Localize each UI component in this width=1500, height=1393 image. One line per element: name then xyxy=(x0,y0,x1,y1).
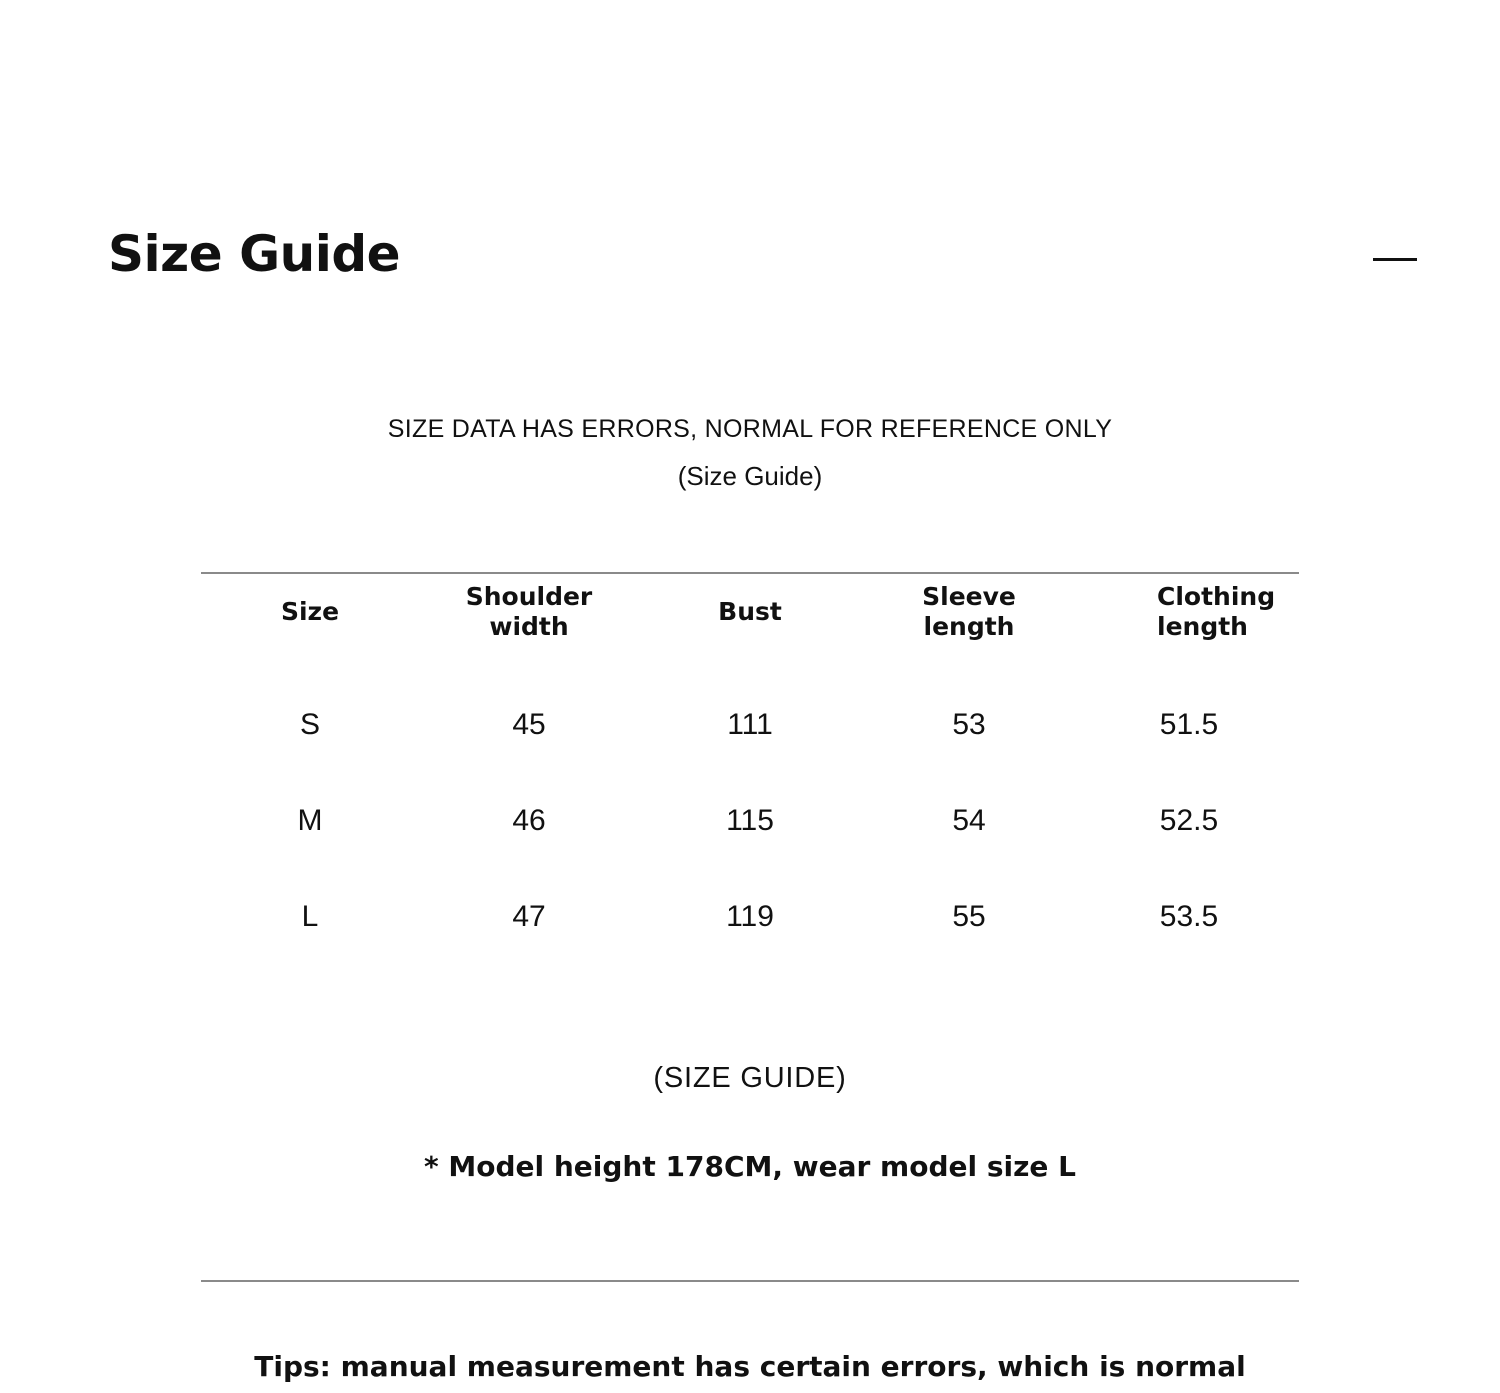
column-header-clothing-length: Clothing length xyxy=(1157,582,1276,641)
column-header-size: Size xyxy=(280,597,340,626)
cell-bust: 115 xyxy=(726,804,774,837)
cell-clothing-length: 53.5 xyxy=(1159,900,1219,933)
cell-bust: 119 xyxy=(726,900,774,933)
cell-sleeve-length: 55 xyxy=(952,900,986,933)
collapse-button[interactable] xyxy=(1366,236,1424,282)
cell-shoulder-width: 45 xyxy=(512,708,546,741)
minus-icon xyxy=(1373,258,1417,261)
page-title: Size Guide xyxy=(108,225,401,283)
cell-shoulder-width: 46 xyxy=(512,804,546,837)
cell-sleeve-length: 54 xyxy=(952,804,986,837)
cell-shoulder-width: 47 xyxy=(512,900,546,933)
cell-clothing-length: 52.5 xyxy=(1159,804,1219,837)
cell-size: M xyxy=(297,804,323,837)
measurement-tips: Tips: manual measurement has certain errors, which is normal xyxy=(254,1350,1246,1383)
size-guide-subtitle: (Size Guide) xyxy=(677,461,823,491)
cell-size: L xyxy=(301,900,319,933)
cell-clothing-length: 51.5 xyxy=(1159,708,1219,741)
cell-bust: 111 xyxy=(727,708,773,741)
column-header-shoulder-width: Shoulder width xyxy=(465,582,593,641)
column-header-bust: Bust xyxy=(718,597,782,626)
model-size-note: * Model height 178CM, wear model size L xyxy=(424,1150,1076,1183)
cell-size: S xyxy=(299,708,320,741)
cell-sleeve-length: 53 xyxy=(952,708,986,741)
bottom-divider xyxy=(201,1280,1299,1282)
reference-notice: SIZE DATA HAS ERRORS, NORMAL FOR REFERENCE ONLY xyxy=(387,415,1113,443)
size-guide-caption: (SIZE GUIDE) xyxy=(653,1062,847,1094)
column-header-sleeve-length: Sleeve length xyxy=(922,582,1016,641)
table-top-divider xyxy=(201,572,1299,574)
